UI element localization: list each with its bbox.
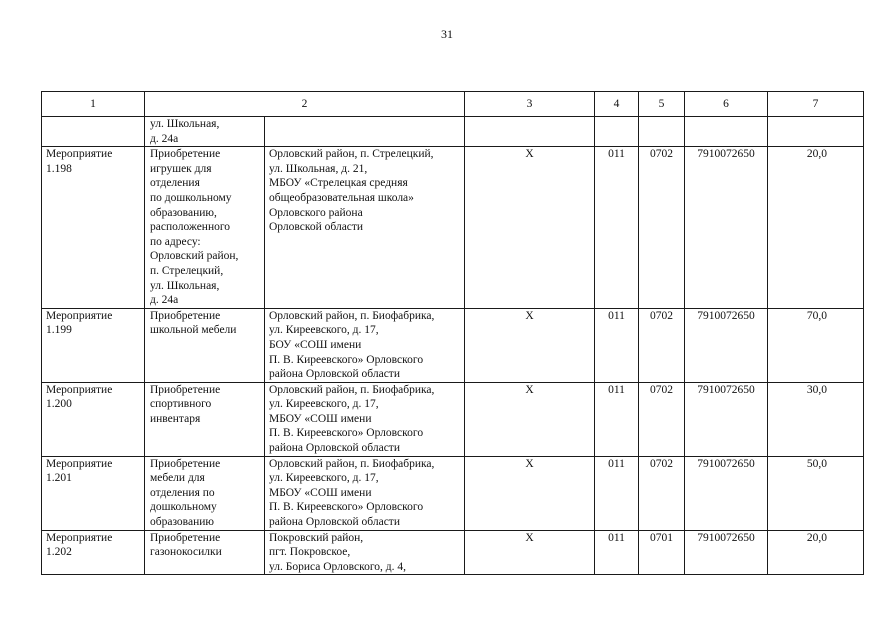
header-cell-1: 1 (42, 92, 145, 117)
value-cell: 20,0 (768, 147, 864, 309)
budget-table (41, 91, 864, 575)
mark-cell: Х (465, 382, 595, 456)
mark-cell: Х (465, 308, 595, 382)
value-cell: 70,0 (768, 308, 864, 382)
value-cell: 30,0 (768, 382, 864, 456)
address-cell: Орловский район, п. Биофабрика, ул. Киреевского, д. 17, БОУ «СОШ имени П. В. Киреевского» Орловского района Орловской области (265, 308, 465, 382)
code4-cell: 011 (595, 382, 639, 456)
table-row (42, 530, 864, 575)
code6-cell: 7910072650 (685, 147, 768, 309)
mark-cell: Х (465, 456, 595, 530)
table-row (42, 456, 864, 530)
code5-cell: 0702 (639, 456, 685, 530)
code4-cell: 011 (595, 530, 639, 575)
mark-cell: Х (465, 147, 595, 309)
value-cell (768, 117, 864, 147)
table-row (42, 308, 864, 382)
code6-cell: 7910072650 (685, 382, 768, 456)
mark-cell: Х (465, 530, 595, 575)
value-cell: 20,0 (768, 530, 864, 575)
table-row (42, 147, 864, 309)
table-row-continuation (42, 117, 864, 147)
event-cell: Мероприятие 1.198 (42, 147, 145, 309)
code6-cell: 7910072650 (685, 530, 768, 575)
address-cell: Орловский район, п. Стрелецкий, ул. Школьная, д. 21, МБОУ «Стрелецкая средняя общеобразовательная школа» Орловского района Орловской области (265, 147, 465, 309)
value-cell: 50,0 (768, 456, 864, 530)
code4-cell: 011 (595, 147, 639, 309)
header-cell-5: 5 (639, 92, 685, 117)
name-cell: Приобретение игрушек для отделения по дошкольному образованию, расположенного по адресу: Орловский район, п. Стрелецкий, ул. Школьная, д. 24а (145, 147, 265, 309)
header-cell-2: 2 (145, 92, 465, 117)
address-cell (265, 117, 465, 147)
event-cell (42, 117, 145, 147)
event-cell: Мероприятие 1.200 (42, 382, 145, 456)
name-cell: Приобретение мебели для отделения по дошкольному образованию (145, 456, 265, 530)
code4-cell (595, 117, 639, 147)
header-cell-6: 6 (685, 92, 768, 117)
header-cell-3: 3 (465, 92, 595, 117)
header-row (42, 92, 864, 117)
table-row (42, 382, 864, 456)
address-cell: Орловский район, п. Биофабрика, ул. Киреевского, д. 17, МБОУ «СОШ имени П. В. Киреевского» Орловского района Орловской области (265, 456, 465, 530)
page-number: 31 (441, 27, 453, 41)
code5-cell (639, 117, 685, 147)
event-cell: Мероприятие 1.202 (42, 530, 145, 575)
code6-cell (685, 117, 768, 147)
address-cell: Орловский район, п. Биофабрика, ул. Киреевского, д. 17, МБОУ «СОШ имени П. В. Киреевского» Орловского района Орловской области (265, 382, 465, 456)
code5-cell: 0702 (639, 382, 685, 456)
mark-cell (465, 117, 595, 147)
name-cell: Приобретение школьной мебели (145, 308, 265, 382)
name-cell: Приобретение спортивного инвентаря (145, 382, 265, 456)
code6-cell: 7910072650 (685, 456, 768, 530)
header-cell-7: 7 (768, 92, 864, 117)
code4-cell: 011 (595, 456, 639, 530)
name-cell: ул. Школьная, д. 24а (145, 117, 265, 147)
event-cell: Мероприятие 1.199 (42, 308, 145, 382)
header-cell-4: 4 (595, 92, 639, 117)
name-cell: Приобретение газонокосилки (145, 530, 265, 575)
code6-cell: 7910072650 (685, 308, 768, 382)
code4-cell: 011 (595, 308, 639, 382)
code5-cell: 0702 (639, 308, 685, 382)
event-cell: Мероприятие 1.201 (42, 456, 145, 530)
code5-cell: 0702 (639, 147, 685, 309)
address-cell: Покровский район, пгт. Покровское, ул. Бориса Орловского, д. 4, (265, 530, 465, 575)
code5-cell: 0701 (639, 530, 685, 575)
